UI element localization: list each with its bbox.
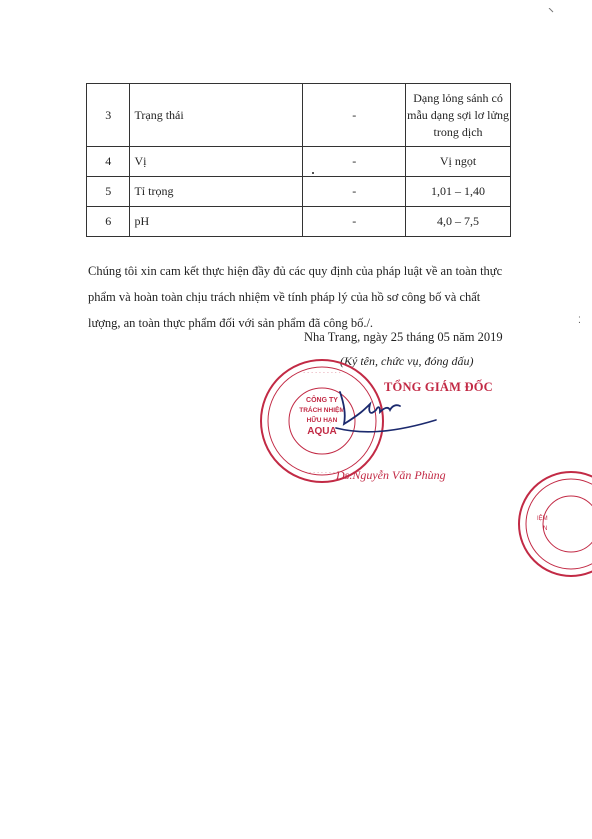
handwritten-signature [330,384,440,444]
criterion-unit: - [303,147,406,177]
criterion-unit: - [303,177,406,207]
criterion-value: Vị ngọt [406,147,511,177]
seal-ring-text-top: · · · · · · · · · · [303,369,341,376]
svg-text:IỆM: IỆM [537,516,548,522]
signer-name: Ds.Nguyễn Văn Phùng [336,468,446,482]
seal-line-1: CÔNG TY [306,397,338,404]
criterion-value: Dạng lỏng sánh có mẫu dạng sợi lơ lửng trong dịch [406,84,511,147]
scan-dot [312,172,314,174]
criterion-name: Trạng thái [130,84,303,147]
svg-text:N: N [543,526,548,532]
criterion-value: 4,0 – 7,5 [406,207,511,237]
partial-seal [505,468,592,580]
declaration-paragraph [88,258,512,336]
table-row [87,177,511,207]
signer-title: TỔNG GIÁM ĐỐC [384,380,493,394]
table-row [87,207,511,237]
row-number: 4 [87,147,130,177]
table-row [87,84,511,147]
row-number: 3 [87,84,130,147]
declaration-text: Chúng tôi xin cam kết thực hiện đầy đủ các quy định của pháp luật về an toàn thực phẩm và hoàn toàn chịu trách nhiệm về tính pháp lý của hồ sơ công bố và chất lượng, an toàn thực phẩm đối với sản phẩm đã công bố./. [88,264,503,330]
scan-mark: ⁚ [578,315,581,325]
criterion-name: pH [130,207,303,237]
seal-line-3: HỮU HẠN [306,417,338,424]
criterion-name: Vị [130,147,303,177]
seal-line-4: AQUA [307,426,337,437]
place-date: Nha Trang, ngày 25 tháng 05 năm 2019 [304,330,503,344]
seal-ring-text-bottom: · · · · · · · · · [305,469,339,476]
seal-line-2: TRÁCH NHIỆM [299,407,345,414]
row-number: 5 [87,177,130,207]
row-number: 6 [87,207,130,237]
criterion-unit: - [303,84,406,147]
scan-mark [548,0,554,5]
criterion-name: Tỉ trọng [130,177,303,207]
criterion-unit: - [303,207,406,237]
signature-note: (Ký tên, chức vụ, đóng dấu) [340,354,474,368]
specification-table [86,83,511,237]
table-row [87,147,511,177]
criterion-value: 1,01 – 1,40 [406,177,511,207]
